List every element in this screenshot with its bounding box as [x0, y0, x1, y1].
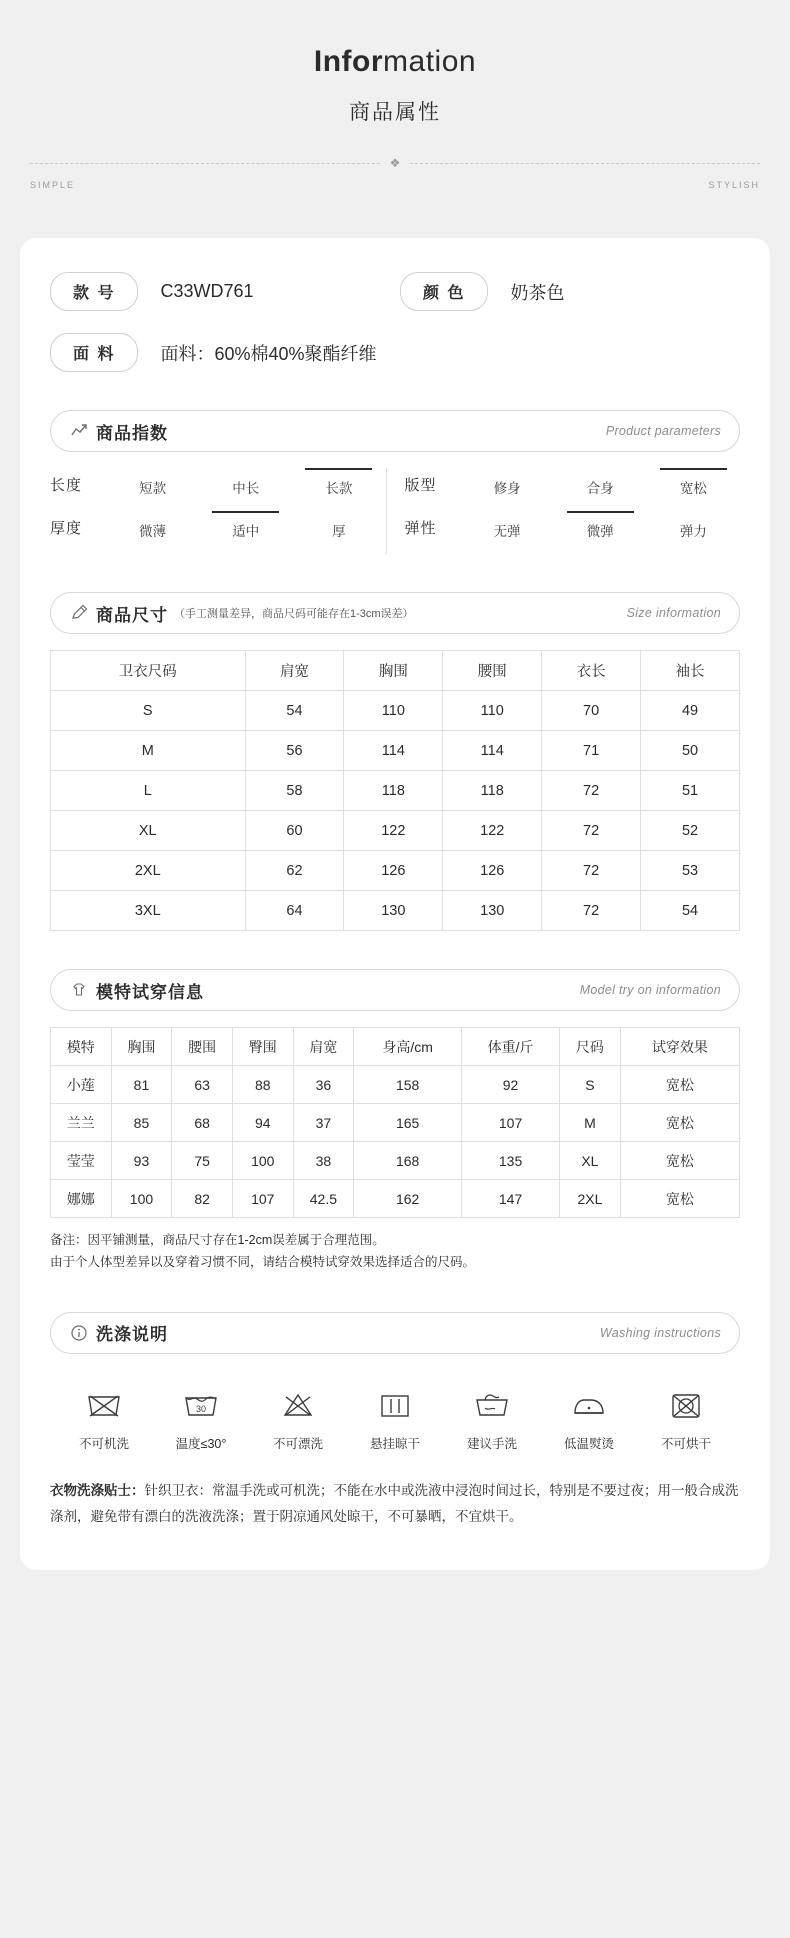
- table-cell: 3XL: [51, 891, 246, 931]
- param-option: [199, 511, 292, 540]
- param-row-elasticity: [405, 511, 741, 540]
- param-bar: [567, 511, 634, 513]
- table-cell: 62: [245, 851, 344, 891]
- table-cell: 126: [443, 851, 542, 891]
- table-cell: 72: [542, 771, 641, 811]
- param-option-label: 宽松: [679, 481, 707, 496]
- table-row: [51, 891, 740, 931]
- table-cell: 158: [354, 1066, 462, 1104]
- param-option: [199, 468, 292, 497]
- fabric-value: 面料：60%棉40%聚酯纤维: [160, 343, 377, 364]
- section-title-washing: 洗涤说明: [96, 1325, 168, 1345]
- table-header-cell: 胸围: [111, 1028, 172, 1066]
- wash-item-caption: 温度≤30°: [175, 1436, 227, 1451]
- washing-icon-list: [50, 1384, 740, 1452]
- table-cell: 81: [111, 1066, 172, 1104]
- param-options-length: [106, 468, 386, 497]
- page-title-en-light: mation: [383, 45, 477, 78]
- table-header-cell: 衣长: [542, 651, 641, 691]
- table-cell: 122: [443, 811, 542, 851]
- table-cell: 118: [443, 771, 542, 811]
- table-cell: 82: [172, 1180, 233, 1218]
- table-cell: M: [560, 1104, 621, 1142]
- param-option-label: 无弹: [493, 524, 521, 539]
- wash-item-caption: 不可漂洗: [272, 1436, 323, 1451]
- table-cell: 147: [462, 1180, 560, 1218]
- table-cell: 小莲: [51, 1066, 112, 1104]
- param-option-label: 弹力: [679, 524, 707, 539]
- param-bar: [474, 511, 541, 513]
- shirt-icon: [69, 981, 88, 1000]
- param-option-label: 修身: [493, 481, 521, 496]
- wash-item: [347, 1384, 443, 1452]
- param-option: [292, 468, 385, 497]
- wash-item: [444, 1384, 540, 1452]
- param-bar: [119, 511, 186, 513]
- table-cell: 100: [232, 1142, 293, 1180]
- no-tumble-dry-icon: [638, 1384, 734, 1426]
- param-bar: [660, 511, 727, 513]
- table-cell: 58: [245, 771, 344, 811]
- param-label-length: 长度: [50, 477, 83, 494]
- washing-tips-label: 衣物洗涤贴士：: [50, 1482, 145, 1498]
- table-cell: 94: [232, 1104, 293, 1142]
- divider-line-right: [410, 163, 760, 164]
- section-title-size: 商品尺寸: [96, 605, 168, 625]
- table-header-cell: 体重/斤: [462, 1028, 560, 1066]
- table-cell: 兰兰: [51, 1104, 112, 1142]
- color-label: 颜 色: [400, 272, 488, 311]
- param-option: [292, 511, 385, 540]
- model-table: [50, 1027, 740, 1218]
- table-cell: 56: [245, 731, 344, 771]
- table-cell: 114: [344, 731, 443, 771]
- param-option-label: 长款: [325, 481, 353, 496]
- section-header-size: [50, 592, 740, 634]
- table-cell: L: [51, 771, 246, 811]
- table-cell: 36: [293, 1066, 354, 1104]
- param-bar: [212, 468, 279, 470]
- basic-info-row-2: [50, 333, 740, 372]
- table-cell: 100: [111, 1180, 172, 1218]
- table-header-cell: 试穿效果: [620, 1028, 739, 1066]
- table-cell: 92: [462, 1066, 560, 1104]
- low-iron-icon: [541, 1384, 637, 1426]
- table-cell: 63: [172, 1066, 233, 1104]
- wash-item-caption: 悬挂晾干: [369, 1436, 420, 1451]
- table-header-row: [51, 651, 740, 691]
- color-group: [400, 272, 564, 311]
- section-title-model-en: Model try on information: [579, 983, 721, 997]
- param-row-fit: [405, 468, 741, 497]
- param-option: [647, 468, 740, 497]
- table-cell: 38: [293, 1142, 354, 1180]
- param-option-label: 微薄: [139, 524, 167, 539]
- table-cell: 88: [232, 1066, 293, 1104]
- param-option: [461, 468, 554, 497]
- section-header-washing: [50, 1312, 740, 1354]
- table-cell: XL: [560, 1142, 621, 1180]
- table-cell: 162: [354, 1180, 462, 1218]
- param-row-length: [50, 468, 386, 497]
- table-header-cell: 肩宽: [245, 651, 344, 691]
- table-header-cell: 腰围: [443, 651, 542, 691]
- table-cell: 莹莹: [51, 1142, 112, 1180]
- param-option-label: 短款: [139, 481, 167, 496]
- parameters-col-right: [386, 468, 741, 554]
- table-cell: 37: [293, 1104, 354, 1142]
- table-row: [51, 731, 740, 771]
- table-cell: XL: [51, 811, 246, 851]
- table-row: [51, 1104, 740, 1142]
- table-row: [51, 691, 740, 731]
- page-header: [0, 0, 790, 190]
- param-option: [554, 468, 647, 497]
- param-option: [106, 468, 199, 497]
- section-title-parameters: 商品指数: [96, 423, 168, 443]
- table-cell: 71: [542, 731, 641, 771]
- param-option: [106, 511, 199, 540]
- table-cell: 51: [641, 771, 740, 811]
- table-cell: 168: [354, 1142, 462, 1180]
- table-cell: 72: [542, 811, 641, 851]
- section-note-size: （手工测量差异，商品尺码可能存在1-3cm误差）: [174, 608, 414, 620]
- style-group: [50, 272, 400, 311]
- hand-wash-icon: [444, 1384, 540, 1426]
- wash-item: [56, 1384, 152, 1452]
- param-option: [461, 511, 554, 540]
- wash-temp-30-icon: [153, 1384, 249, 1426]
- table-header-cell: 卫衣尺码: [51, 651, 246, 691]
- size-remark-line-2: 由于个人体型差异以及穿着习惯不同，请结合模特试穿效果选择适合的尺码。: [50, 1254, 476, 1269]
- table-header-cell: 臀围: [232, 1028, 293, 1066]
- wash-item: [541, 1384, 637, 1452]
- table-cell: 68: [172, 1104, 233, 1142]
- table-cell: 2XL: [51, 851, 246, 891]
- divider-line-left: [30, 163, 380, 164]
- section-title-model: 模特试穿信息: [96, 982, 204, 1002]
- table-cell: 60: [245, 811, 344, 851]
- param-option-label: 中长: [232, 481, 260, 496]
- table-cell: 42.5: [293, 1180, 354, 1218]
- table-cell: 54: [245, 691, 344, 731]
- param-option-label: 合身: [586, 481, 614, 496]
- table-row: [51, 1180, 740, 1218]
- param-bar: [212, 511, 279, 513]
- svg-text:30: 30: [195, 1403, 207, 1414]
- table-cell: 107: [232, 1180, 293, 1218]
- basic-info-row-1: [50, 272, 740, 311]
- param-label-thickness: 厚度: [50, 520, 83, 537]
- wash-item-caption: 建议手洗: [466, 1436, 517, 1451]
- line-dry-icon: [347, 1384, 443, 1426]
- no-bleach-icon: [250, 1384, 346, 1426]
- param-option-label: 适中: [232, 524, 260, 539]
- size-remark-line-1: 备注：因平铺测量，商品尺寸存在1-2cm误差属于合理范围。: [50, 1233, 385, 1247]
- table-cell: 122: [344, 811, 443, 851]
- table-header-cell: 尺码: [560, 1028, 621, 1066]
- table-cell: 165: [354, 1104, 462, 1142]
- table-cell: 126: [344, 851, 443, 891]
- table-cell: S: [560, 1066, 621, 1104]
- table-cell: 宽松: [620, 1104, 739, 1142]
- table-cell: 85: [111, 1104, 172, 1142]
- table-cell: 130: [344, 891, 443, 931]
- table-cell: 135: [462, 1142, 560, 1180]
- param-options-fit: [461, 468, 741, 497]
- table-row: [51, 811, 740, 851]
- table-cell: 70: [542, 691, 641, 731]
- table-cell: M: [51, 731, 246, 771]
- param-options-thickness: [106, 511, 386, 540]
- wash-item-caption: 低温熨烫: [563, 1436, 614, 1451]
- table-cell: 64: [245, 891, 344, 931]
- table-header-cell: 胸围: [344, 651, 443, 691]
- param-bar: [305, 468, 372, 470]
- table-cell: 50: [641, 731, 740, 771]
- wash-item-caption: 不可烘干: [660, 1436, 711, 1451]
- divider-labels: [30, 180, 760, 190]
- section-title-washing-en: Washing instructions: [599, 1325, 721, 1340]
- table-cell: 宽松: [620, 1180, 739, 1218]
- wash-item-caption: 不可机洗: [78, 1436, 129, 1451]
- table-cell: 54: [641, 891, 740, 931]
- param-option: [647, 511, 740, 540]
- table-cell: S: [51, 691, 246, 731]
- table-cell: 娜娜: [51, 1180, 112, 1218]
- table-cell: 130: [443, 891, 542, 931]
- table-cell: 宽松: [620, 1142, 739, 1180]
- table-row: [51, 1066, 740, 1104]
- param-bar: [305, 511, 372, 513]
- param-row-thickness: [50, 511, 386, 540]
- wash-item: [250, 1384, 346, 1452]
- table-cell: 107: [462, 1104, 560, 1142]
- parameters-grid: [50, 468, 740, 554]
- size-remark: [50, 1230, 740, 1274]
- info-circle-icon: [69, 1323, 88, 1342]
- table-cell: 53: [641, 851, 740, 891]
- label-stylish: STYLISH: [708, 180, 760, 190]
- page-title-cn: 商品属性: [349, 101, 441, 124]
- washing-tips-text: 针织卫衣：常温手洗或可机洗；不能在水中或洗液中浸泡时间过长，特别是不要过夜；用一般合成洗涤剂，避免带有漂白的洗液洗涤；置于阴凉通风处晾干，不可暴晒，不宜烘干。: [50, 1482, 739, 1525]
- parameters-col-left: [50, 468, 386, 554]
- label-simple: SIMPLE: [30, 180, 76, 190]
- param-bar: [474, 468, 541, 470]
- chart-line-icon: [69, 422, 88, 441]
- table-header-cell: 身高/cm: [354, 1028, 462, 1066]
- table-cell: 72: [542, 851, 641, 891]
- no-machine-wash-icon: [56, 1384, 152, 1426]
- param-option-label: 厚: [332, 524, 346, 539]
- table-cell: 49: [641, 691, 740, 731]
- param-bar: [660, 468, 727, 470]
- table-header-cell: 肩宽: [293, 1028, 354, 1066]
- section-title-parameters-en: Product parameters: [605, 424, 721, 438]
- table-cell: 72: [542, 891, 641, 931]
- table-header-row: [51, 1028, 740, 1066]
- table-cell: 75: [172, 1142, 233, 1180]
- page-title-en-bold: Infor: [313, 45, 384, 78]
- table-cell: 52: [641, 811, 740, 851]
- table-cell: 110: [344, 691, 443, 731]
- param-option: [554, 511, 647, 540]
- style-label: 款 号: [50, 272, 138, 311]
- table-row: [51, 851, 740, 891]
- param-options-elasticity: [461, 511, 741, 540]
- divider-ornament-icon: ❖: [389, 156, 401, 170]
- table-cell: 宽松: [620, 1066, 739, 1104]
- param-label-fit: 版型: [404, 477, 437, 494]
- wash-item: [153, 1384, 249, 1452]
- table-header-cell: 模特: [51, 1028, 112, 1066]
- table-cell: 2XL: [560, 1180, 621, 1218]
- param-option-label: 微弹: [586, 524, 614, 539]
- section-header-model: [50, 969, 740, 1011]
- style-value: C33WD761: [160, 281, 254, 301]
- table-cell: 114: [443, 731, 542, 771]
- table-cell: 93: [111, 1142, 172, 1180]
- washing-tips: [50, 1478, 740, 1531]
- param-label-elasticity: 弹性: [404, 520, 437, 537]
- divider: [30, 156, 760, 170]
- table-header-cell: 腰围: [172, 1028, 233, 1066]
- color-value: 奶茶色: [510, 282, 565, 303]
- size-table: [50, 650, 740, 931]
- table-row: [51, 1142, 740, 1180]
- wash-item: [638, 1384, 734, 1452]
- table-cell: 110: [443, 691, 542, 731]
- ruler-pencil-icon: [69, 604, 88, 623]
- param-bar: [119, 468, 186, 470]
- section-title-size-en: Size information: [626, 606, 721, 620]
- page-title-en: [0, 45, 790, 79]
- table-header-cell: 袖长: [641, 651, 740, 691]
- fabric-label: 面 料: [50, 333, 138, 372]
- table-row: [51, 771, 740, 811]
- table-cell: 118: [344, 771, 443, 811]
- section-header-parameters: [50, 410, 740, 452]
- param-bar: [567, 468, 634, 470]
- content-card: [20, 238, 770, 1570]
